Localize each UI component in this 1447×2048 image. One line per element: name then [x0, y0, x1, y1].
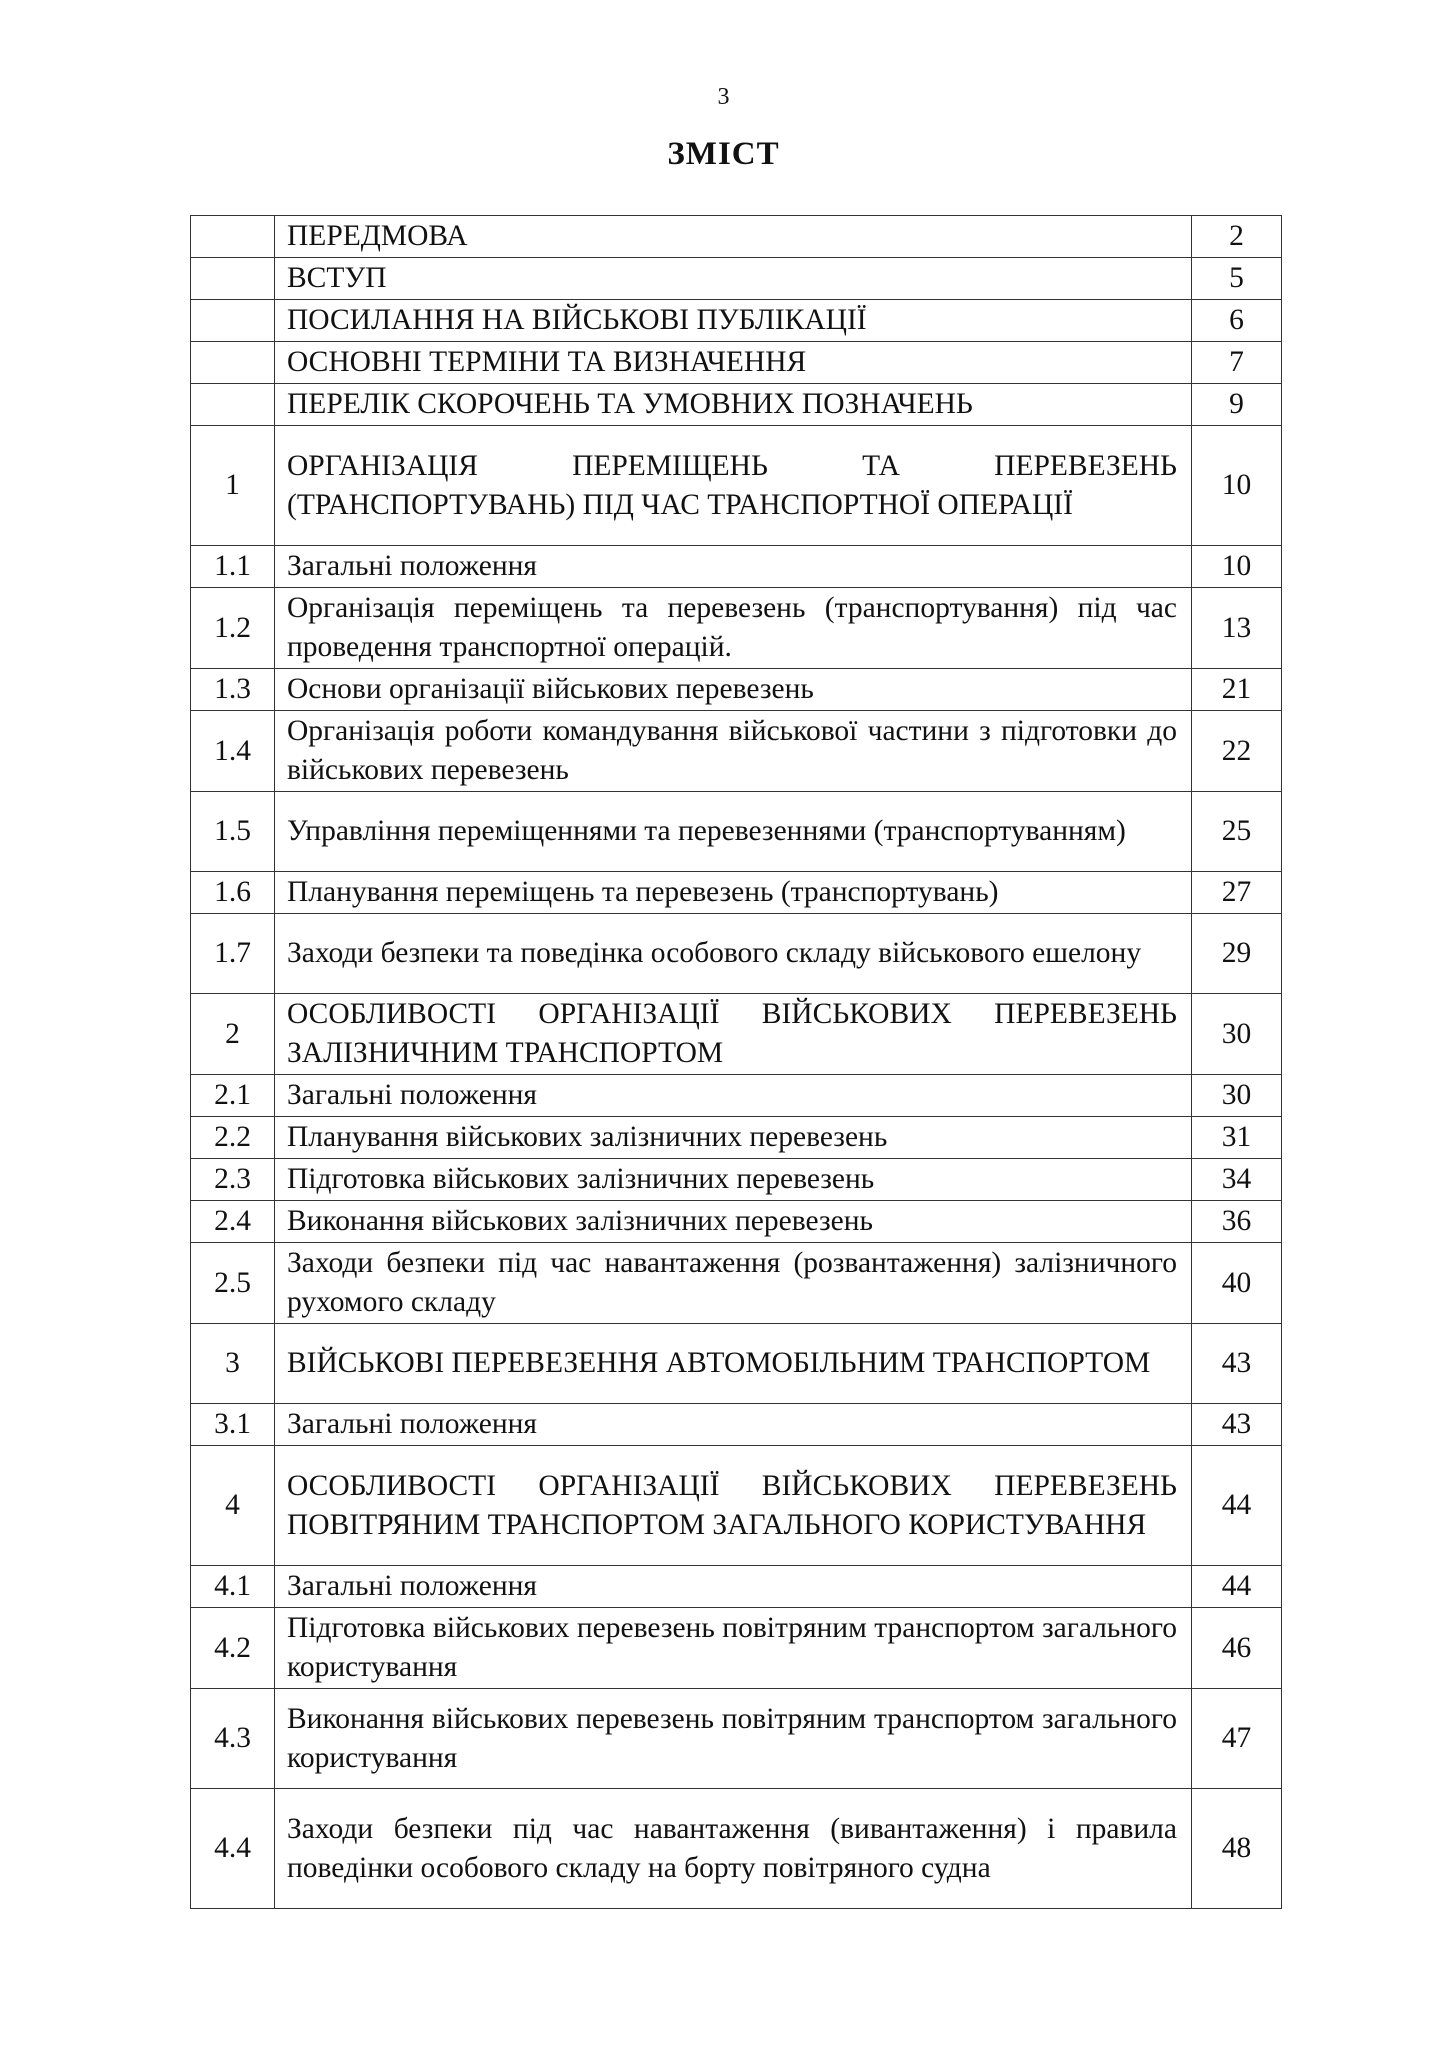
toc-number: 1.1 [191, 546, 275, 588]
toc-title: Підготовка військових перевезень повітряним транспортом загального користування [275, 1608, 1192, 1689]
toc-number: 4.1 [191, 1566, 275, 1608]
toc-row [191, 1324, 1282, 1404]
toc-row [191, 1075, 1282, 1117]
toc-row [191, 994, 1282, 1075]
toc-row [191, 1404, 1282, 1446]
toc-page: 30 [1192, 1075, 1282, 1117]
toc-page: 25 [1192, 792, 1282, 872]
toc-number: 2.1 [191, 1075, 275, 1117]
toc-row [191, 1789, 1282, 1909]
toc-number: 1.5 [191, 792, 275, 872]
toc-number: 2.4 [191, 1201, 275, 1243]
toc-number: 2.3 [191, 1159, 275, 1201]
toc-number [191, 384, 275, 426]
toc-title: ПОСИЛАННЯ НА ВІЙСЬКОВІ ПУБЛІКАЦІЇ [275, 300, 1192, 342]
toc-title: Виконання військових залізничних перевезень [275, 1201, 1192, 1243]
toc-title: Заходи безпеки під час навантаження (розвантаження) залізничного рухомого складу [275, 1243, 1192, 1324]
toc-page: 21 [1192, 669, 1282, 711]
toc-number: 4 [191, 1446, 275, 1566]
toc-row [191, 1243, 1282, 1324]
toc-title: ОСОБЛИВОСТІ ОРГАНІЗАЦІЇ ВІЙСЬКОВИХ ПЕРЕВЕЗЕНЬ ПОВІТРЯНИМ ТРАНСПОРТОМ ЗАГАЛЬНОГО КОРИСТУВАННЯ [275, 1446, 1192, 1566]
toc-page: 43 [1192, 1404, 1282, 1446]
page-number: 3 [717, 84, 730, 110]
toc-row [191, 792, 1282, 872]
toc-number: 1.6 [191, 872, 275, 914]
toc-page: 48 [1192, 1789, 1282, 1909]
toc-number: 2 [191, 994, 275, 1075]
toc-row [191, 711, 1282, 792]
toc-number: 1.7 [191, 914, 275, 994]
toc-row [191, 258, 1282, 300]
toc-row [191, 1446, 1282, 1566]
toc-row [191, 300, 1282, 342]
toc-page: 29 [1192, 914, 1282, 994]
toc-number: 3.1 [191, 1404, 275, 1446]
toc-page: 47 [1192, 1689, 1282, 1789]
toc-title: Планування переміщень та перевезень (транспортувань) [275, 872, 1192, 914]
toc-number [191, 342, 275, 384]
toc-number [191, 258, 275, 300]
toc-number: 4.4 [191, 1789, 275, 1909]
toc-number [191, 216, 275, 258]
toc-number: 2.2 [191, 1117, 275, 1159]
toc-title: ОСОБЛИВОСТІ ОРГАНІЗАЦІЇ ВІЙСЬКОВИХ ПЕРЕВЕЗЕНЬ ЗАЛІЗНИЧНИМ ТРАНСПОРТОМ [275, 994, 1192, 1075]
toc-page: 44 [1192, 1566, 1282, 1608]
toc-row [191, 1689, 1282, 1789]
toc-page: 31 [1192, 1117, 1282, 1159]
toc-number: 2.5 [191, 1243, 275, 1324]
toc-page: 46 [1192, 1608, 1282, 1689]
toc-number: 3 [191, 1324, 275, 1404]
toc-number: 4.3 [191, 1689, 275, 1789]
toc-title: ВІЙСЬКОВІ ПЕРЕВЕЗЕННЯ АВТОМОБІЛЬНИМ ТРАНСПОРТОМ [275, 1324, 1192, 1404]
toc-title: ОРГАНІЗАЦІЯ ПЕРЕМІЩЕНЬ ТА ПЕРЕВЕЗЕНЬ (ТРАНСПОРТУВАНЬ) ПІД ЧАС ТРАНСПОРТНОЇ ОПЕРАЦІЇ [275, 426, 1192, 546]
toc-title: ПЕРЕЛІК СКОРОЧЕНЬ ТА УМОВНИХ ПОЗНАЧЕНЬ [275, 384, 1192, 426]
toc-page: 5 [1192, 258, 1282, 300]
toc-title: ПЕРЕДМОВА [275, 216, 1192, 258]
toc-row [191, 216, 1282, 258]
toc-title: ВСТУП [275, 258, 1192, 300]
toc-row [191, 588, 1282, 669]
toc-title: Загальні положення [275, 1075, 1192, 1117]
toc-row [191, 669, 1282, 711]
toc-title: Заходи безпеки під час навантаження (вивантаження) і правила поведінки особового складу на борту повітряного судна [275, 1789, 1192, 1909]
toc-row [191, 914, 1282, 994]
toc-title: Підготовка військових залізничних перевезень [275, 1159, 1192, 1201]
toc-number: 1 [191, 426, 275, 546]
toc-page: 9 [1192, 384, 1282, 426]
toc-title: Заходи безпеки та поведінка особового складу військового ешелону [275, 914, 1192, 994]
toc-page: 34 [1192, 1159, 1282, 1201]
toc-page: 22 [1192, 711, 1282, 792]
table-of-contents [190, 215, 1282, 1909]
toc-page: 36 [1192, 1201, 1282, 1243]
toc-title: Планування військових залізничних перевезень [275, 1117, 1192, 1159]
toc-page: 7 [1192, 342, 1282, 384]
toc-title: Загальні положення [275, 1404, 1192, 1446]
toc-number: 1.2 [191, 588, 275, 669]
toc-title: ОСНОВНІ ТЕРМІНИ ТА ВИЗНАЧЕННЯ [275, 342, 1192, 384]
toc-row [191, 1117, 1282, 1159]
toc-page: 27 [1192, 872, 1282, 914]
toc-page: 6 [1192, 300, 1282, 342]
toc-page: 2 [1192, 216, 1282, 258]
toc-page: 30 [1192, 994, 1282, 1075]
toc-page: 40 [1192, 1243, 1282, 1324]
toc-row [191, 342, 1282, 384]
toc-title: Організація роботи командування військової частини з підготовки до військових перевезень [275, 711, 1192, 792]
toc-row [191, 1566, 1282, 1608]
toc-number: 4.2 [191, 1608, 275, 1689]
toc-title: Організація переміщень та перевезень (транспортування) під час проведення транспортної операцій. [275, 588, 1192, 669]
toc-row [191, 1608, 1282, 1689]
toc-row [191, 1201, 1282, 1243]
toc-title: Загальні положення [275, 1566, 1192, 1608]
toc-row [191, 872, 1282, 914]
toc-title: Управління переміщеннями та перевезеннями (транспортуванням) [275, 792, 1192, 872]
toc-number: 1.3 [191, 669, 275, 711]
toc-row [191, 384, 1282, 426]
toc-number: 1.4 [191, 711, 275, 792]
toc-page: 44 [1192, 1446, 1282, 1566]
toc-page: 10 [1192, 426, 1282, 546]
toc-row [191, 426, 1282, 546]
toc-page: 43 [1192, 1324, 1282, 1404]
page-title: ЗМІСТ [667, 136, 780, 172]
toc-number [191, 300, 275, 342]
toc-row [191, 1159, 1282, 1201]
toc-page: 10 [1192, 546, 1282, 588]
toc-title: Виконання військових перевезень повітряним транспортом загального користування [275, 1689, 1192, 1789]
toc-title: Загальні положення [275, 546, 1192, 588]
toc-title: Основи організації військових перевезень [275, 669, 1192, 711]
toc-row [191, 546, 1282, 588]
toc-page: 13 [1192, 588, 1282, 669]
